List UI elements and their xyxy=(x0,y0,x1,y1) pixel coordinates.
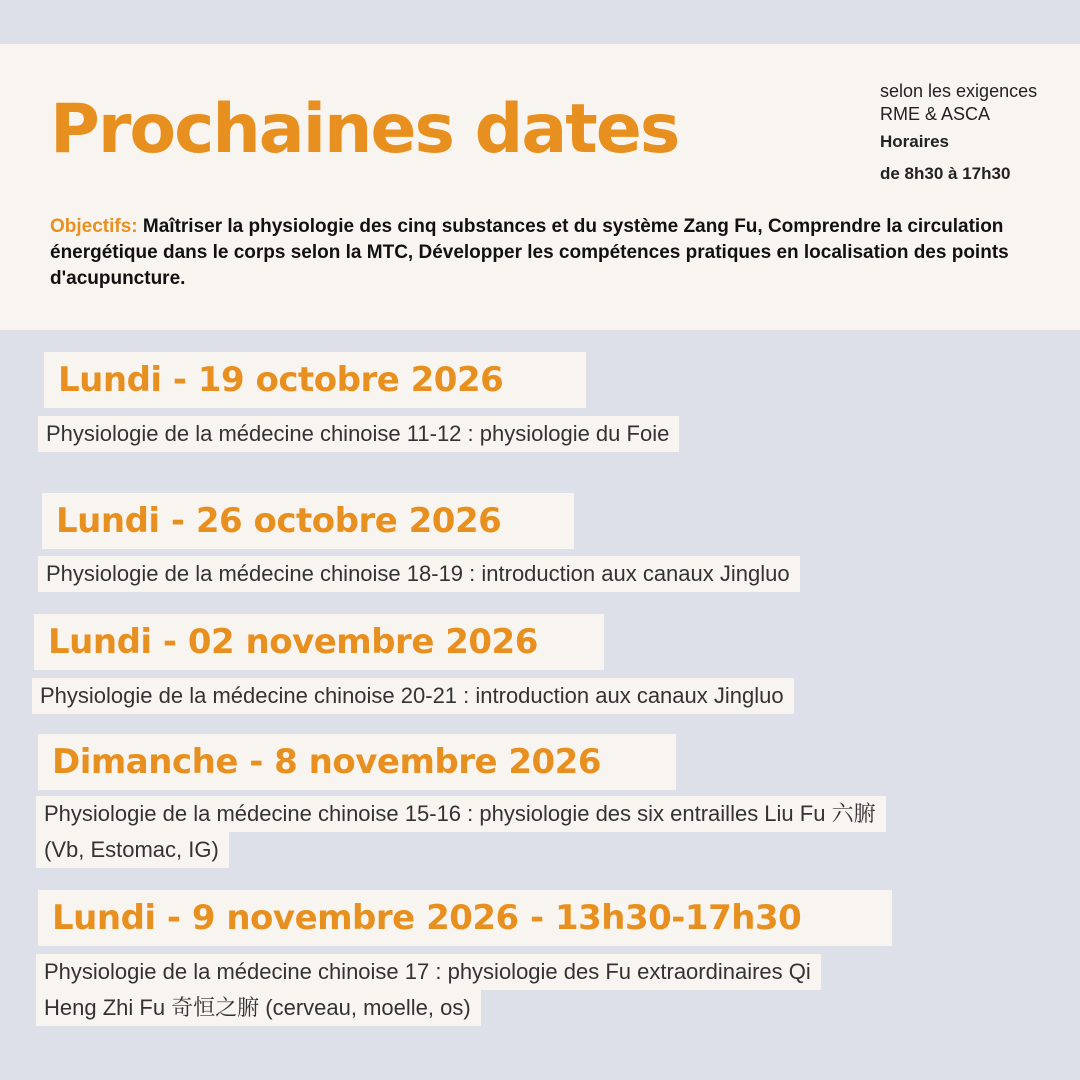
session-date: Lundi - 26 octobre 2026 xyxy=(42,493,574,549)
session-description xyxy=(36,796,886,868)
session-date: Lundi - 19 octobre 2026 xyxy=(44,352,586,408)
session-description xyxy=(38,416,679,452)
requirements-line-2: RME & ASCA xyxy=(880,104,991,124)
session-description xyxy=(32,678,794,714)
session-description-line: Physiologie de la médecine chinoise 18-19 : introduction aux canaux Jingluo xyxy=(38,556,800,592)
session-description xyxy=(38,556,800,592)
objectives xyxy=(50,214,1040,292)
session-description-line: Physiologie de la médecine chinoise 20-21 : introduction aux canaux Jingluo xyxy=(32,678,794,714)
session-description-line: Physiologie de la médecine chinoise 17 : physiologie des Fu extraordinaires Qi xyxy=(36,954,821,990)
objectives-label: Objectifs: xyxy=(50,216,138,237)
page-title: Prochaines dates xyxy=(50,90,679,169)
session-description-line: (Vb, Estomac, IG) xyxy=(36,832,229,868)
session-description-line: Heng Zhi Fu 奇恒之腑 (cerveau, moelle, os) xyxy=(36,990,481,1026)
session-date: Lundi - 02 novembre 2026 xyxy=(34,614,604,670)
objectives-text: Maîtriser la physiologie des cinq substances et du système Zang Fu, Comprendre la circulation énergétique dans le corps selon la MTC, Développer les compétences pratiques en localisation des points d'acupuncture. xyxy=(50,216,1009,289)
session-description-line: Physiologie de la médecine chinoise 15-16 : physiologie des six entrailles Liu Fu 六腑 xyxy=(36,796,886,832)
session-date: Dimanche - 8 novembre 2026 xyxy=(38,734,676,790)
session-date: Lundi - 9 novembre 2026 - 13h30-17h30 xyxy=(38,890,892,946)
hours-label: Horaires xyxy=(880,132,949,151)
session-description xyxy=(36,954,821,1026)
requirements-line-1: selon les exigences xyxy=(880,81,1038,101)
session-description-line: Physiologie de la médecine chinoise 11-12 : physiologie du Foie xyxy=(38,416,679,452)
requirements-note xyxy=(880,80,1070,190)
hours-value: de 8h30 à 17h30 xyxy=(880,164,1011,183)
header-panel xyxy=(0,44,1080,330)
